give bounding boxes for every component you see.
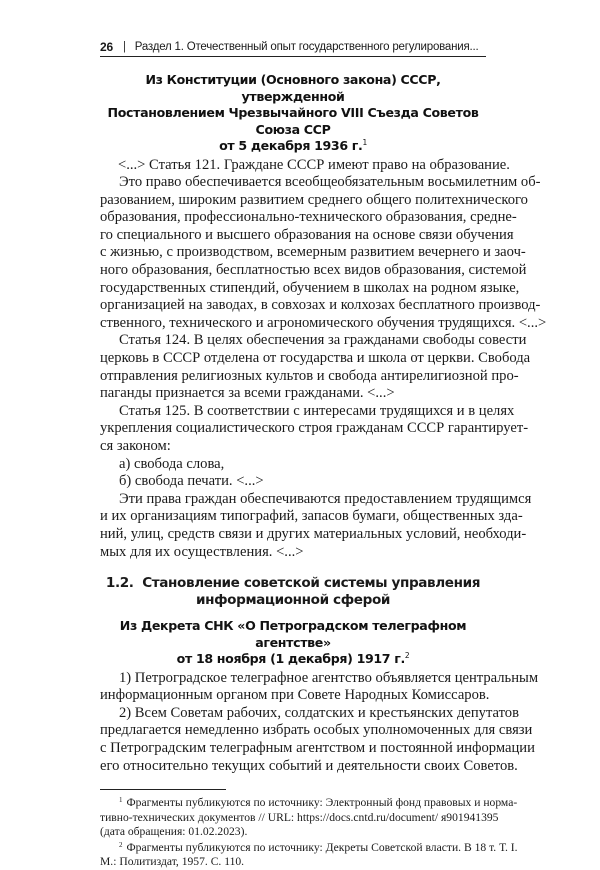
heading-line: от 5 декабря 1936 г.$^1$ — [219, 138, 367, 153]
footnote-mark: 2 — [119, 841, 123, 850]
footnote-ref-2[interactable]: 2 — [404, 651, 410, 661]
footnote-2: $^2$ Фрагменты публикуются по источнику: Декреты Советской власти. В 18 т. Т. I. М.: Политиздат, 1957. С. 110. — [100, 841, 518, 869]
paragraph-article-121: <...> Статья 121. Граждане СССР имеют право на образование. — [118, 156, 510, 173]
footnotes — [100, 796, 518, 869]
section-title-line: 1.2. Становление советской системы управления — [105, 575, 481, 592]
decree-item-2: 2) Всем Советам рабочих, солдатских и крестьянских депутатов предлагается немедленно избрать особых уполномоченных для связи с Петроградским телеграфным агентством и постоянной информации его относительно текущих событий и деятельности своих Советов. — [100, 704, 535, 774]
footnote-mark: 1 — [119, 796, 123, 805]
footnote-url-line[interactable]: тивно-технических документов // URL: https://docs.cntd.ru/document/ я901941395 — [100, 810, 499, 824]
running-head-title: Раздел 1. Отечественный опыт государственного регулирования... — [134, 41, 479, 53]
footnote-divider — [100, 789, 226, 790]
paragraph-article-124: Статья 124. В целях обеспечения за гражданами свободы совести церковь в СССР отделена от государства и школа от церкви. Свобода отправления религиозных культов и свобода антирелигиозной про- паганды признается за всеми гражданами. <...> — [100, 332, 531, 402]
running-head-separator: | — [122, 41, 126, 53]
running-head — [100, 38, 486, 57]
heading-line: Из Декрета СНК «О Петроградском телеграфном агентстве» — [119, 618, 467, 650]
decree-item-1: 1) Петроградское телеграфное агентство объявляется центральным информационным органом при Совете Народных Комиссаров. — [100, 669, 539, 704]
footnote-1: $^1$ Фрагменты публикуются по источнику: Электронный фонд правовых и норма- тивно-технических документов // URL: https://docs.cntd.ru/document/ я901941395 (дата обращения: 01.02.2023). — [100, 796, 518, 838]
heading-line: Из Конституции (Основного закона) СССР, утвержденной — [145, 72, 441, 104]
paragraph-education-right: Это право обеспечивается всеобщеобязательным восьмилетним об- разованием, широким развитием среднего общего политехнического образования, профессионально-технического образования, средне- го специального и высшего образования на основе связи обучения с жизнью, с производством, всемерным развитием вечернего и заоч- ного образования, бесплатностью всех видов образования, системой государственных стипендий, обучением в школах на родном языке, организацией на заводах, в совхозах и колхозах бесплатного производ- ственного, технического и агрономического обучения трудящихся. <...> — [100, 174, 547, 331]
heading-line: от 18 ноября (1 декабря) 1917 г.$^2$ — [176, 651, 410, 667]
decree-heading — [100, 618, 486, 668]
constitution-heading — [100, 72, 486, 155]
list-item-freedom-of-press: б) свобода печати. <...> — [119, 473, 264, 490]
constitution-text — [100, 156, 547, 562]
paragraph-article-125: Статья 125. В соответствии с интересами трудящихся и в целях укрепления социалистического строя гражданам СССР гарантирует- ся законом: — [100, 402, 529, 454]
heading-line: Постановлением Чрезвычайного VIII Съезда Советов Союза ССР — [107, 105, 479, 137]
book-page — [100, 38, 547, 870]
paragraph-rights-ensured: Эти права граждан обеспечиваются предоставлением трудящимся и их организациям типографий, запасов бумаги, общественных зда- ний, улиц, средств связи и других материальных условий, необходи- мых для их осуществления. <...> — [100, 490, 532, 560]
section-title-line: информационной сферой — [195, 592, 391, 609]
decree-text — [100, 669, 539, 776]
list-item-freedom-of-speech: а) свобода слова, — [119, 455, 225, 472]
section-title — [100, 575, 486, 609]
page-number: 26 — [100, 40, 113, 54]
footnote-ref-1[interactable]: 1 — [362, 138, 367, 147]
